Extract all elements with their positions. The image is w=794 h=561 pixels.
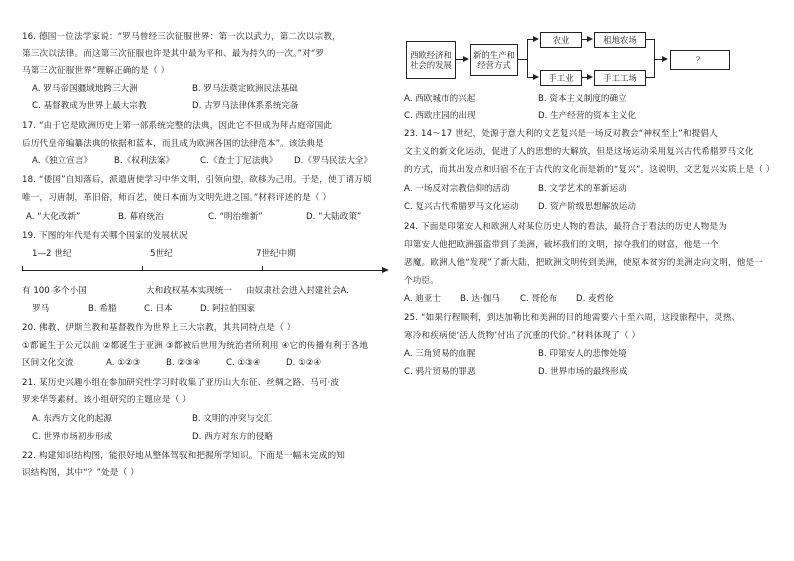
q23-option-c[interactable]: C. 复兴古代希腊罗马文化运动 [404,202,519,212]
diagram-box-economy: 西欧经济和社会的发展 [406,41,456,79]
diagram-arrow-answer-icon [662,56,668,62]
q22-line-2: 识结构图，其中“？”处是（ ） [22,468,140,478]
diagram-arrow-farm-icon [587,36,593,42]
q17-line-1: 17. “由于它是欧洲历史上第一部系统完整的法典，因此它不但成为拜占庭帝国此 [22,121,333,131]
q24-line-4: 个功臣。 [404,276,439,286]
q16-line-2: 第三次以法律。而这第三次征服也许是其中最为平和、最为持久的一次。”对“罗 [22,49,325,59]
q24-line-2: 印第安人他把欧洲强盗带到了美洲，破坏我们的文明，掠夺我们的财富，他是一个 [404,240,719,250]
q23-option-b[interactable]: B. 文学艺术的革新运动 [538,184,627,194]
q19-option-c[interactable]: C. 日本 [144,304,173,314]
q16-option-a[interactable]: A. 罗马帝国疆域地跨三大洲 [32,84,138,94]
timeline-label-2: 5世纪 [150,249,173,259]
q22-line-1: 22. 构建知识结构图，能很好地从整体驾驭和把握所学知识。下面是一幅未完成的知 [22,451,346,461]
q19-option-b[interactable]: B. 希腊 [88,304,117,314]
diagram-box-new-methods: 新的生产和经营方式 [470,44,518,76]
diagram-box-agriculture: 农业 [540,32,582,48]
q20-option-d[interactable]: D. ①②④ [286,358,322,368]
timeline-desc-1: 有 100 多个小国 [22,286,87,296]
timeline-tick-mid [142,266,143,271]
q18-option-b[interactable]: B. 幕府统治 [118,212,164,222]
q24-option-b[interactable]: B. 达·伽马 [460,294,500,304]
q20-option-b[interactable]: B. ②③④ [166,358,201,368]
timeline-axis [22,270,384,271]
diagram-arrow-craft-icon [533,74,539,80]
diagram-arrow-agri-icon [533,36,539,42]
q19-option-d[interactable]: D. 阿拉伯国家 [200,304,256,314]
diagram-box-handicraft: 手工业 [540,70,582,86]
timeline-desc-3: 由奴隶社会进入封建社会A. [246,286,349,296]
q23-line-2: 文主义的新文化运动，促进了人的思想的大解放，但是这场运动采用复兴古代希腊罗马文化 [404,147,754,157]
q25-option-d[interactable]: D. 世界市场的最终形成 [538,367,628,377]
q21-option-a[interactable]: A. 东西方文化的起源 [32,414,112,424]
q22-option-a[interactable]: A. 西欧城市的兴起 [404,94,476,104]
q20-option-c[interactable]: C. ①③④ [226,358,261,368]
q21-line-1: 21. 某历史兴趣小组在参加研究性学习时收集了亚历山大东征、丝绸之路、马可·波 [22,378,340,388]
q17-option-d[interactable]: D.《罗马民法大全》 [294,156,373,166]
diagram-box-question: ？ [670,50,730,70]
q21-option-d[interactable]: D. 西方对东方的侵略 [192,432,273,442]
q25-line-2: 寒冷和疾病使‘活人货物’付出了沉重的代价。”材料体现了（ ） [404,331,641,341]
diagram-box-workshop: 手工工场 [594,70,646,86]
q22-option-d[interactable]: D. 生产经营的资本主义化 [538,111,637,121]
q20-option-a[interactable]: A. ①②③ [106,358,141,368]
q17-option-b[interactable]: B.《权利法案》 [114,156,175,166]
diagram-link-split-vertical [527,39,528,78]
q23-option-d[interactable]: D. 资产阶级思想解放运动 [538,202,637,212]
q25-option-b[interactable]: B. 印第安人的悲惨处境 [538,349,627,359]
diagram-box-leased-farm: 租地农场 [594,32,646,48]
timeline-tick-start [22,266,23,271]
timeline-desc-2: 大和政权基本实现统一 [146,286,232,296]
q16-option-d[interactable]: D. 古罗马法律体系系统完备 [192,101,299,111]
q21-option-b[interactable]: B. 文明的冲突与交汇 [192,414,273,424]
timeline-label-1: 1—2 世纪 [32,249,72,259]
q24-option-a[interactable]: A. 迪亚士 [404,294,441,304]
diagram-arrow-1-icon [463,56,469,62]
q19-title: 19. 下图的年代是有关哪个国家的发展状况 [22,231,188,241]
q19-option-a[interactable]: 罗马 [32,304,50,314]
q24-line-3: 恶魔。欧洲人他“发现”了新大陆，把欧洲文明传到美洲，使原本贫穷的美洲走向文明，他是一 [404,258,763,268]
q20-line-3: 区间文化交流 [22,358,74,368]
q18-option-d[interactable]: D. “大陆政策” [306,212,362,222]
diagram-arrow-workshop-icon [587,74,593,80]
q18-line-2: 唯一，习唐制，革旧俗，师百艺，使日本面为文明先进之国。”材料评述的是（ ） [22,193,332,203]
q16-option-c[interactable]: C. 基督教成为世界上最大宗教 [32,101,147,111]
q17-option-a[interactable]: A.《独立宣言》 [32,156,93,166]
q16-line-1: 16. 德国一位法学家说：“罗马曾经三次征服世界：第一次以武力，第二次以宗教， [22,32,341,42]
timeline-tick-end [262,266,263,271]
timeline-arrow-icon [382,267,389,273]
q22-option-b[interactable]: B. 资本主义制度的确立 [538,94,627,104]
q23-line-1: 23. 14～17 世纪，处源于意大利的文艺复兴是一场反对教会“神权至上”和提倡人 [404,129,718,139]
q25-option-a[interactable]: A. 三角贸易的血腥 [404,349,476,359]
q17-line-2: 后历代皇帝编纂法典的依据和蓝本，而且成为欧洲各国的法律范本”。该法典是 [22,139,324,149]
timeline-label-3: 7世纪中期 [256,249,296,259]
q18-option-c[interactable]: C. “明治维新” [208,212,263,222]
q23-option-a[interactable]: A. 一场反对宗教信仰的活动 [404,184,510,194]
q17-option-c[interactable]: C.《查士丁尼法典》 [200,156,278,166]
q20-line-2: ①都诞生于公元以前 ②都诞生于亚洲 ③都被后世用为统治者所利用 ④它的传播有利于各地 [22,341,369,351]
q24-option-d[interactable]: D. 麦哲伦 [576,294,614,304]
q18-option-a[interactable]: A. “大化改新” [26,212,81,222]
q21-option-c[interactable]: C. 世界市场初步形成 [32,432,113,442]
q25-option-c[interactable]: C. 鸦片贸易的罪恶 [404,367,476,377]
q23-line-3: 的方式，而其出发点和归宿不在于古代的文化而是新的“复兴”。这说明，文艺复兴实质上是（ ） [404,165,775,175]
q20-line-1: 20. 佛教、伊斯兰教和基督教作为世界上三大宗教，其共同特点是（ ） [22,323,296,333]
q16-line-3: 马第三次征服世界”理解正确的是（ ） [22,66,170,76]
q18-line-1: 18. “倭国”自知落后，派遣唐使学习中华文明，引领向望，欲移为己用。于是，使丁请万顷 [22,175,372,185]
q16-option-b[interactable]: B. 罗马法奠定欧洲民法基础 [192,84,298,94]
q25-line-1: 25. “如果行程顺利，到达加勒比和美洲的目的地需要六十至六周，这段旅程中，灵热、 [404,313,741,323]
q24-option-c[interactable]: C. 哥伦布 [520,294,558,304]
q22-option-c[interactable]: C. 西欧庄园的出现 [404,111,476,121]
q21-line-2: 罗来华等素材。该小组研究的主题应是（ ） [22,395,192,405]
q24-line-1: 24. 下面是印第安人和欧洲人对某位历史人物的看法，最符合于看法的历史人物是为 [404,222,728,232]
